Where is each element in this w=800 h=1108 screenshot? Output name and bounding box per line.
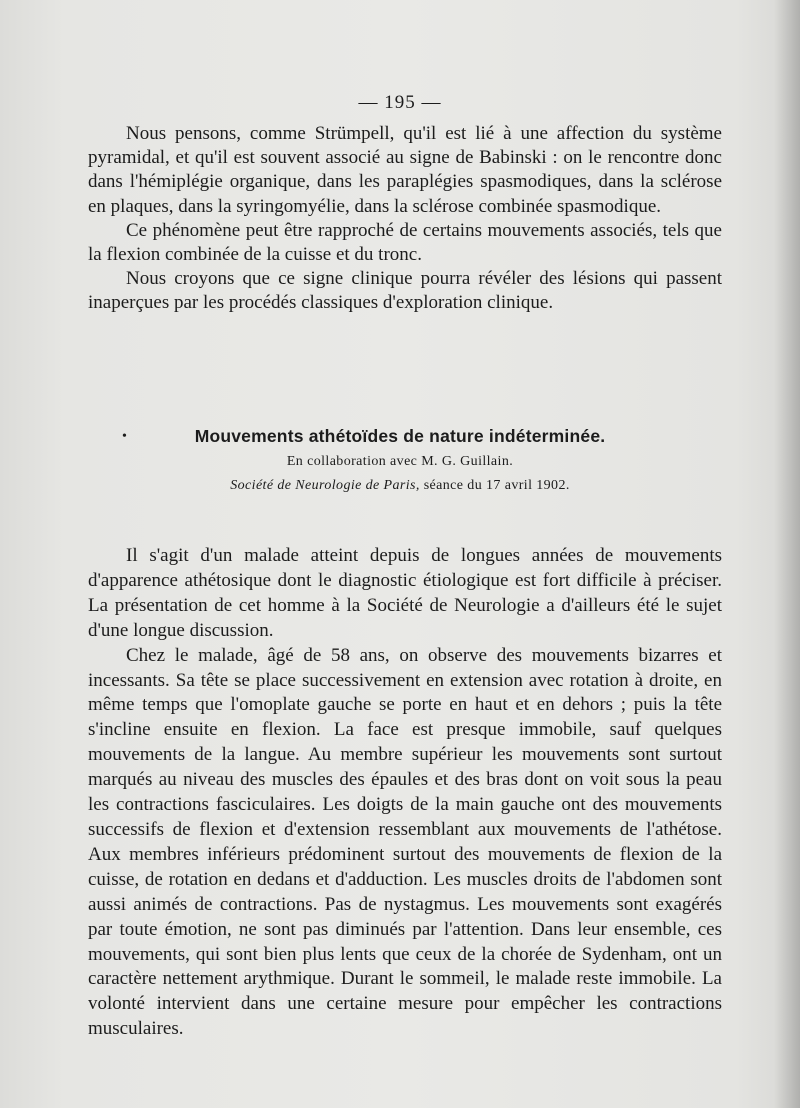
collaboration-line: En collaboration avec M. G. Guillain. — [286, 454, 514, 469]
section-title: Mouvements athétoïdes de nature indéterminée. — [194, 426, 606, 446]
intro-text — [88, 122, 722, 316]
body-text — [88, 544, 722, 1042]
source-journal: Société de Neurologie de Paris, — [230, 478, 420, 493]
section-bullet: • — [122, 429, 127, 444]
source-date: séance du 17 avril 1902. — [423, 478, 570, 493]
body-paragraph-2: Chez le malade, âgé de 58 ans, on observe des mouvements bizarres et incessants. Sa tête se place successivement en extension avec rotation à droite, en même temps que l'omoplate gauche se porte en haut et en dehors ; puis la tête s'incline ensuite en flexion. La face est presque immobile, sauf quelques mouvements de la langue. Au membre supérieur les mouvements sont surtout marqués au niveau des muscles des épaules et des bras dont on voit sous la peau les contractions fasciculaires. Les doigts de la main gauche ont des mouvements successifs de flexion et d'extension ressemblant aux mouvements de l'athétose. Aux membres inférieurs prédominent surtout des mouvements de flexion de la cuisse, de rotation en dedans et d'adduction. Les muscles droits de l'abdomen sont aussi animés de contractions. Pas de nystagmus. Les mouvements sont exagérés par toute émotion, ne sont pas diminués par l'attention. Dans leur ensemble, ces mouvements, qui sont bien plus lents que ceux de la chorée de Sydenham, ont un caractère nettement arythmique. Durant le sommeil, le malade reste immobile. La volonté intervient dans une certaine mesure pour empêcher les contractions musculaires. — [88, 644, 722, 1040]
intro-paragraph-3: Nous croyons que ce signe clinique pourra révéler des lésions qui passent inaperçues par les procédés classiques d'exploration clinique. — [88, 268, 722, 314]
intro-paragraph-2: Ce phénomène peut être rapproché de certains mouvements associés, tels que la flexion combinée de la cuisse et du tronc. — [88, 219, 722, 266]
body-paragraph-1: Il s'agit d'un malade atteint depuis de longues années de mouvements d'apparence athétosique dont le diagnostic étiologique est fort difficile à préciser. La présentation de cet homme à la Société de Neurologie a d'ailleurs été le sujet d'une longue discussion. — [88, 545, 722, 641]
page-number: — 195 — — [358, 92, 442, 113]
page-edge-shadow — [774, 0, 800, 1108]
source-line — [0, 478, 800, 494]
intro-paragraph-1: Nous pensons, comme Strümpell, qu'il est lié à une affection du système pyramidal, et qu'il est souvent associé au signe de Babinski : on le rencontre donc dans l'hémiplégie organique, dans les paraplégies spasmodiques, dans la sclérose en plaques, dans la syringomyélie, dans la sclérose combinée spasmodique. — [88, 123, 722, 217]
